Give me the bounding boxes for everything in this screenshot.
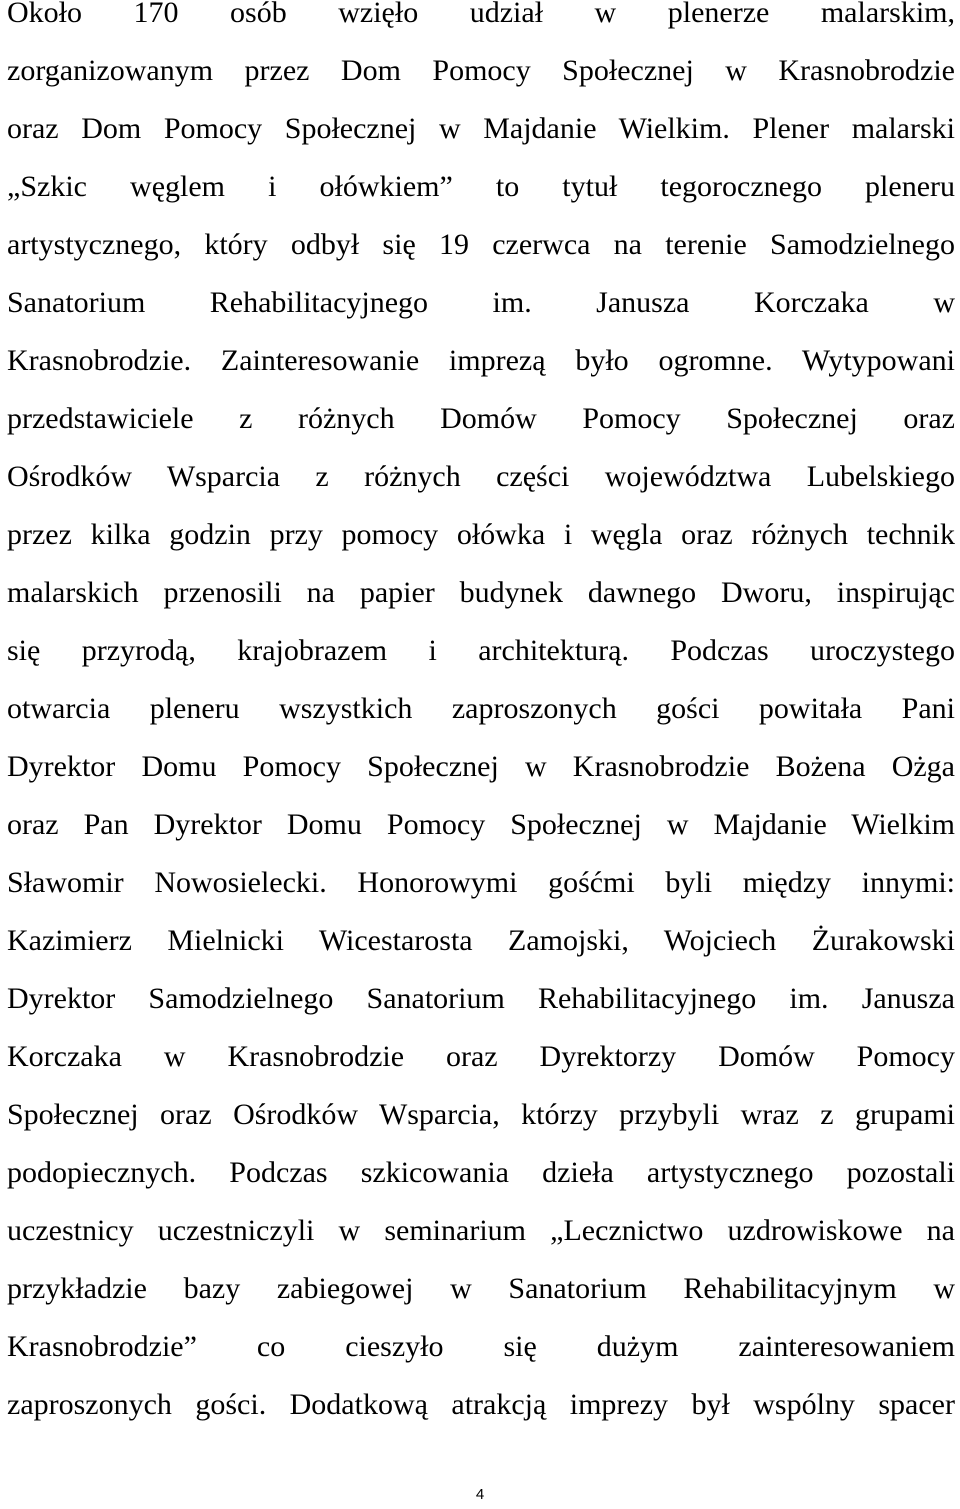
text-line: Sanatorium Rehabilitacyjnego im. Janusza Korczaka w (7, 286, 955, 319)
text-line: Kazimierz Mielnicki Wicestarosta Zamojski, Wojciech Żurakowski (7, 924, 955, 957)
page-number: 4 (475, 1486, 485, 1503)
text-line: oraz Dom Pomocy Społecznej w Majdanie Wielkim. Plener malarski (7, 112, 955, 145)
text-line: Sławomir Nowosielecki. Honorowymi gośćmi byli między innymi: (7, 866, 955, 899)
text-line: Dyrektor Domu Pomocy Społecznej w Krasnobrodzie Bożena Ożga (7, 750, 955, 783)
text-line: Około 170 osób wzięło udział w plenerze malarskim, (7, 0, 955, 29)
text-line: Ośrodków Wsparcia z różnych części województwa Lubelskiego (7, 460, 955, 493)
text-line: podopiecznych. Podczas szkicowania dzieła artystycznego pozostali (7, 1156, 955, 1189)
text-line: oraz Pan Dyrektor Domu Pomocy Społecznej w Majdanie Wielkim (7, 808, 955, 841)
text-line: się przyrodą, krajobrazem i architekturą. Podczas uroczystego (7, 634, 955, 667)
text-line: „Szkic węglem i ołówkiem” to tytuł tegorocznego pleneru (7, 170, 955, 203)
text-line: uczestnicy uczestniczyli w seminarium „Lecznictwo uzdrowiskowe na (7, 1214, 955, 1247)
text-line: Krasnobrodzie. Zainteresowanie imprezą było ogromne. Wytypowani (7, 344, 955, 377)
text-line: Społecznej oraz Ośrodków Wsparcia, którzy przybyli wraz z grupami (7, 1098, 955, 1131)
text-line: przez kilka godzin przy pomocy ołówka i węgla oraz różnych technik (7, 518, 955, 551)
text-line: przykładzie bazy zabiegowej w Sanatorium Rehabilitacyjnym w (7, 1272, 955, 1305)
text-line: Dyrektor Samodzielnego Sanatorium Rehabilitacyjnego im. Janusza (7, 982, 955, 1015)
text-line: artystycznego, który odbył się 19 czerwca na terenie Samodzielnego (7, 228, 955, 261)
text-line: otwarcia pleneru wszystkich zaproszonych gości powitała Pani (7, 692, 955, 725)
text-line: zorganizowanym przez Dom Pomocy Społecznej w Krasnobrodzie (7, 54, 955, 87)
text-line: Korczaka w Krasnobrodzie oraz Dyrektorzy Domów Pomocy (7, 1040, 955, 1073)
body-text (7, 0, 955, 1434)
text-line: malarskich przenosili na papier budynek dawnego Dworu, inspirując (7, 576, 955, 609)
text-line: przedstawiciele z różnych Domów Pomocy Społecznej oraz (7, 402, 955, 435)
text-line: zaproszonych gości. Dodatkową atrakcją imprezy był wspólny spacer (7, 1388, 955, 1421)
text-line: Krasnobrodzie” co cieszyło się dużym zainteresowaniem (7, 1330, 955, 1363)
